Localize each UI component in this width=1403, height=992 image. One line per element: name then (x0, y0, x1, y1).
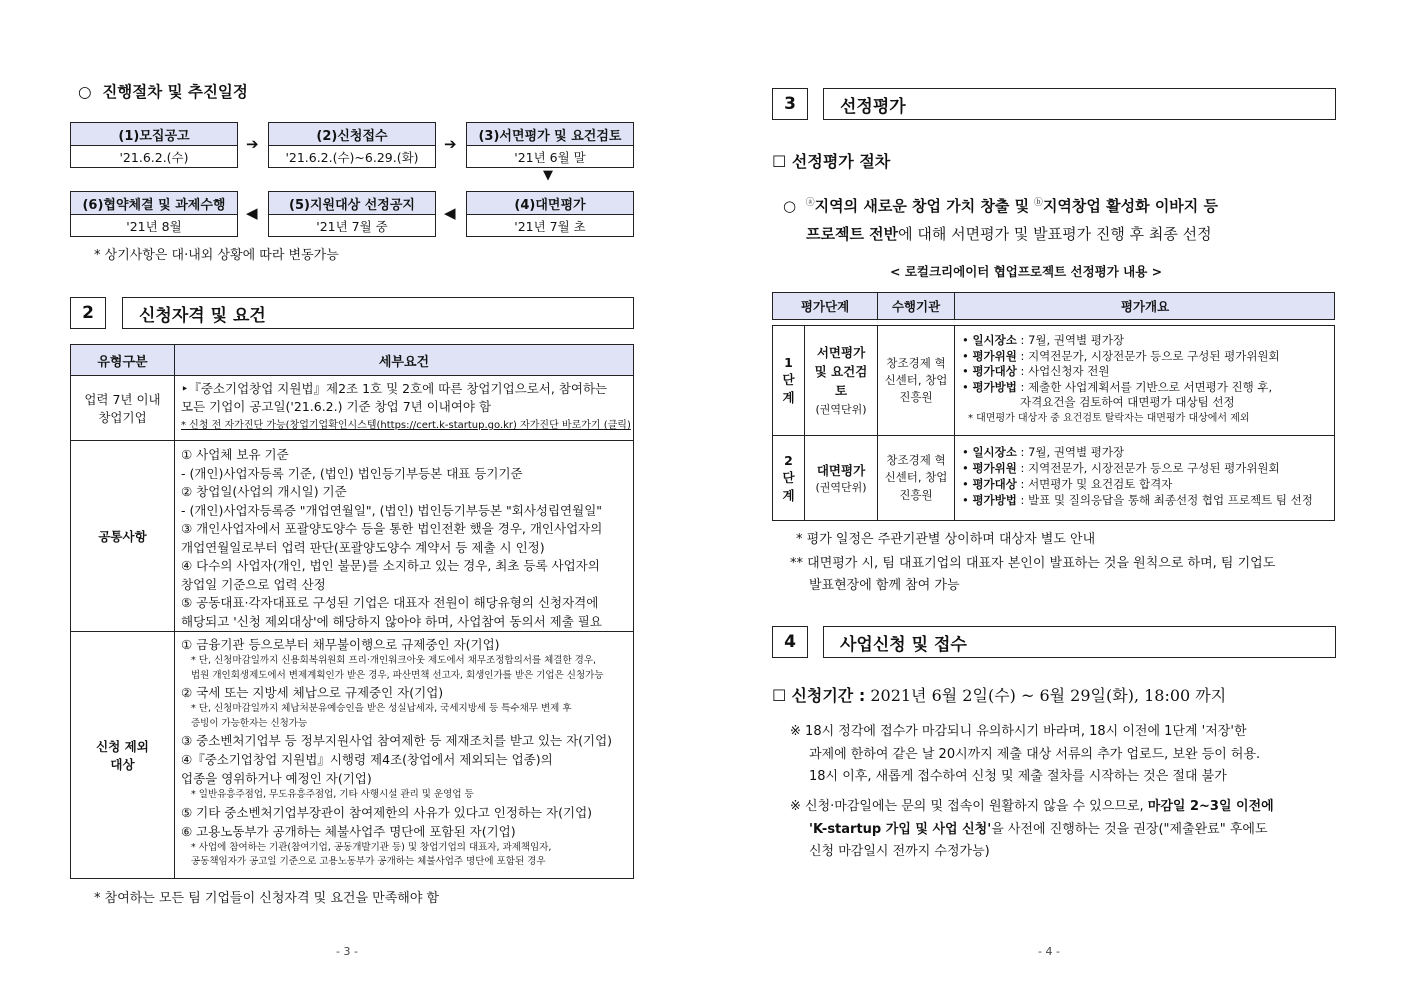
eval-desc-line1 (783, 196, 1218, 217)
self-check-link[interactable]: * 신청 전 자가진단 가능(창업기업확인시스템(https://cert.k-startup.go.kr) 자가진단 바로가기 (클릭) (181, 420, 631, 431)
overview-item: • 평가위원 : 지역전문가, 시장전문가 등으로 구성된 평가위원회 (962, 348, 1280, 363)
step-box-6 (70, 191, 238, 237)
detail-note-line: 공동책임자가 공고일 기준으로 고용노동부가 공개하는 체불사업주 명단에 포함된 경우 (191, 856, 546, 867)
step-box-1 (70, 122, 238, 168)
stage-step: 1 단 계 (782, 355, 795, 405)
section-title: 신청자격 및 요건 (122, 297, 634, 329)
reference-mark-icon: ※ (790, 799, 801, 814)
header-detail: 세부요건 (378, 354, 430, 370)
step-label: (6)협약체결 및 과제수행 (71, 192, 237, 215)
stage-org: 창조경제 혁신센터, 창업진흥원 (884, 453, 948, 502)
stage-name: 대면평가 (816, 463, 866, 478)
reference-mark-icon: ※ (790, 724, 801, 739)
stage-name-cell (805, 326, 877, 435)
detail-line: 개업연월일로부터 업력 판단(포괄양도양수 계약서 등 제출 시 인정) (181, 539, 545, 555)
step-date: '21년 7월 초 (514, 219, 586, 234)
step-label: (5)지원대상 선정공지 (269, 192, 435, 215)
warning-line: 18시 정각에 접수가 마감되니 유의하시기 바라며, 18시 이전에 1단계 '저장'한 (805, 724, 1247, 739)
step-label: (1)모집공고 (71, 123, 237, 146)
header-org: 수행기관 (878, 293, 955, 319)
eval-note-2: ** 대면평가 시, 팀 대표기업의 대표자 본인이 발표하는 것을 원칙으로 하며, 팀 기업도 (790, 556, 1276, 571)
detail-note-line: 법원 개인회생제도에서 변제계획인가 받은 경우, 파산면책 선고자, 회생인가를 받은 기업은 신청가능 (191, 669, 604, 681)
circled-b-icon: ⓑ (1033, 198, 1043, 208)
detail-note-line: 증빙이 가능한자는 신청가능 (191, 717, 308, 729)
stage-name-cell (805, 436, 877, 520)
step-date: '21년 7월 중 (316, 219, 388, 234)
eval-desc-part: 프로젝트 전반 (806, 225, 899, 243)
eval-table-header (772, 292, 1335, 320)
detail-line: ① 금융기관 등으로부터 채무불이행으로 규제중인 자(기업) (181, 637, 500, 652)
warning-text-bold: 마감일 2~3일 이전에 (1147, 799, 1274, 814)
arrow-down-icon: ▼ (543, 168, 553, 183)
page-number: - 3 - (336, 945, 358, 958)
section-number: 3 (772, 88, 808, 120)
detail-line: ④『중소기업창업 지원법』시행령 제4조(창업에서 제외되는 업종)의 (181, 752, 553, 767)
warning-text: 신청·마감일에는 문의 및 접속이 원활하지 않을 수 있으므로, (805, 799, 1144, 814)
overview-item: • 일시장소 : 7월, 권역별 평가장 (962, 333, 1125, 347)
warning-line: 과제에 한하여 같은 날 20시까지 제출 대상 서류의 추가 업로드, 보완 등이 허용. (809, 746, 1261, 762)
period-label: 신청기간 : (791, 686, 866, 705)
eval-desc-part: 에 대해 서면평가 및 발표평가 진행 후 최종 선정 (898, 225, 1212, 243)
row-detail-common (181, 446, 602, 631)
circled-a-icon: ⓐ (805, 198, 815, 208)
row-type-excluded: 신청 제외대상 (96, 739, 149, 772)
arrow-left-icon: ◀ (444, 204, 456, 222)
eligibility-table (70, 344, 634, 879)
warning-text: 신청 마감일시 전까지 수정가능) (809, 844, 990, 859)
eval-table (772, 325, 1335, 521)
step-label: (4)대면평가 (467, 192, 633, 215)
section-title: 사업신청 및 접수 (823, 626, 1336, 658)
procedure-note: * 상기사항은 대·내외 상황에 따라 변동가능 (94, 248, 339, 263)
overview-item: • 평가위원 : 지역전문가, 시장전문가 등으로 구성된 평가위원회 (962, 461, 1280, 475)
stage-overview (962, 444, 1313, 508)
overview-item: • 평가방법 : 제출한 사업계획서를 기반으로 서면평가 진행 후, (962, 379, 1273, 394)
arrow-right-icon: ➔ (246, 135, 259, 153)
eval-note-1: * 평가 일정은 주관기관별 상이하며 대상자 별도 안내 (796, 532, 1096, 547)
circle-bullet-icon: ○ (783, 197, 797, 215)
detail-note-line: * 일반유흥주점업, 무도유흥주점업, 기타 사행시설 관리 및 운영업 등 (191, 789, 474, 800)
circle-bullet-icon: ○ (78, 83, 92, 101)
detail-line: 업종을 영위하거나 예정인 자(기업) (181, 771, 372, 786)
header-type: 유형구분 (71, 345, 175, 375)
warning-text-bold: 'K-startup 가입 및 사업 신청' (809, 821, 992, 837)
overview-item: • 평가대상 : 서면평가 및 요건검토 합격자 (962, 477, 1173, 491)
detail-line: ⑤ 공동대표·각자대표로 구성된 기업은 대표자 전원이 해당유형의 신청자격에 (181, 595, 599, 610)
step-box-3 (466, 122, 634, 168)
step-label: (3)서면평가 및 요건검토 (467, 123, 633, 146)
overview-item: 자격요건을 검토하여 대면평가 대상팀 선정 (1020, 395, 1235, 409)
detail-note-line: * 사업에 참여하는 기관(참여기업, 공동개발기관 등) 및 창업기업의 대표자, 과제책임자, (191, 841, 552, 853)
stage-name: 서면평가 및 요건검토 (814, 345, 868, 398)
page-number: - 4 - (1038, 945, 1060, 958)
detail-line: ② 국세 또는 지방세 체납으로 규제중인 자(기업) (181, 685, 444, 700)
detail-line: 모든 기업이 공고일('21.6.2.) 기준 창업 7년 이내여야 함 (181, 399, 492, 414)
section-number: 4 (772, 626, 808, 658)
eval-proc-title: 선정평가 절차 (791, 152, 891, 171)
eval-desc-part: 지역창업 활성화 이바지 등 (1042, 197, 1218, 215)
table-caption: < 로컬크리에이터 협업프로젝트 선정평가 내용 > (890, 264, 1163, 279)
warning-1 (790, 721, 1260, 789)
detail-note-line: * 단, 신청마감일까지 체납처분유예승인을 받은 성실납세자, 국세지방세 등 특수채무 변제 후 (191, 703, 572, 714)
eval-note-2-cont: 발표현장에 함께 참여 가능 (809, 578, 960, 593)
overview-item: • 일시장소 : 7월, 권역별 평가장 (962, 445, 1125, 459)
header-overview: 평가개요 (1120, 299, 1170, 314)
checkbox-icon: ☐ (772, 686, 787, 705)
row-detail-startup (181, 380, 631, 433)
stage-step: 2 단 계 (782, 452, 795, 503)
step-box-2 (268, 122, 436, 168)
eval-desc-line2 (806, 224, 1212, 245)
detail-line: 창업일 기준으로 업력 산정 (181, 576, 326, 592)
step-date: '21.6.2.(수)~6.29.(화) (285, 150, 419, 165)
detail-line: ⑤ 기타 중소벤처기업부장관이 참여제한의 사유가 있다고 인정하는 자(기업) (181, 804, 593, 820)
detail-line: ② 창업일(사업의 개시일) 기준 (181, 484, 347, 499)
eval-proc-heading (772, 151, 890, 173)
period-value: 2021년 6월 2일(수) ~ 6월 29일(화), 18:00 까지 (870, 686, 1227, 705)
row-type-startup: 업력 7년 이내 창업기업 (84, 392, 161, 425)
header-stage: 평가단계 (773, 293, 878, 319)
procedure-heading (78, 82, 248, 104)
overview-item: • 평가방법 : 발표 및 질의응답을 통해 최종선정 협업 프로젝트 팀 선정 (962, 493, 1313, 507)
stage-org: 창조경제 혁신센터, 창업진흥원 (884, 355, 948, 405)
step-date: '21년 6월 말 (514, 150, 586, 165)
stage-unit: (권역단위) (815, 402, 867, 416)
detail-line: ③ 중소벤처기업부 등 정부지원사업 참여제한 등 제재조치를 받고 있는 자(기업) (181, 733, 613, 748)
stage-unit: (권역단위) (815, 481, 867, 494)
arrow-right-icon: ➔ (444, 135, 457, 153)
section-title: 선정평가 (823, 88, 1336, 120)
arrow-left-icon: ◀ (246, 204, 258, 222)
detail-line: ③ 개인사업자에서 포괄양도양수 등을 통한 법인전환 했을 경우, 개인사업자의 (181, 521, 603, 536)
step-label: (2)신청접수 (269, 123, 435, 146)
row-type-common: 공통사항 (98, 529, 147, 544)
stage-overview (962, 333, 1280, 426)
table-note: * 참여하는 모든 팀 기업들이 신청자격 및 요건을 만족해야 함 (94, 891, 440, 906)
warning-2 (790, 796, 1274, 864)
procedure-title: 진행절차 및 추진일정 (102, 83, 248, 101)
step-box-4 (466, 191, 634, 237)
warning-line: 18시 이후, 새롭게 접수하여 신청 및 제출 절차를 시작하는 것은 절대 불가 (809, 769, 1227, 784)
step-box-5 (268, 191, 436, 237)
warning-text: 을 사전에 진행하는 것을 권장("제출완료" 후에도 (991, 821, 1268, 837)
row-detail-excluded (181, 635, 612, 870)
detail-line: ④ 다수의 사업자(개인, 법인 불문)를 소지하고 있는 경우, 최초 등록 사업자의 (181, 558, 600, 573)
step-date: '21.6.2.(수) (119, 150, 189, 165)
overview-note: * 대면평가 대상자 중 요건검토 탈락자는 대면평가 대상에서 제외 (968, 412, 1250, 424)
application-period (772, 685, 1226, 707)
detail-note-line: * 단, 신청마감일까지 신용회복위원회 프리·개인워크아웃 제도에서 채무조정합의서를 체결한 경우, (191, 655, 597, 666)
detail-line: ① 사업체 보유 기준 (181, 447, 289, 462)
section-number: 2 (70, 297, 106, 329)
detail-line: ‣『중소기업창업 지원법』제2조 1호 및 2호에 따른 창업기업으로서, 참여하는 (181, 381, 608, 396)
detail-line: ⑥ 고용노동부가 공개하는 체불사업주 명단에 포함된 자(기업) (181, 823, 516, 839)
detail-line: - (개인)사업자등록 기준, (법인) 법인등기부등본 대표 등기기준 (181, 465, 523, 481)
checkbox-icon: ☐ (772, 152, 787, 171)
detail-line: 해당되고 '신청 제외대상'에 해당하지 않아야 하며, 사업참여 동의서 제출 필요 (181, 613, 602, 629)
step-date: '21년 8월 (126, 219, 182, 234)
table-header (71, 345, 633, 376)
eval-desc-part: 지역의 새로운 창업 가치 창출 및 (814, 197, 1030, 215)
detail-line: - (개인)사업자등록증 "개업연월일", (법인) 법인등기부등본 "회사성립연월일" (181, 502, 603, 518)
overview-item: • 평가대상 : 사업신청자 전원 (962, 364, 1110, 378)
